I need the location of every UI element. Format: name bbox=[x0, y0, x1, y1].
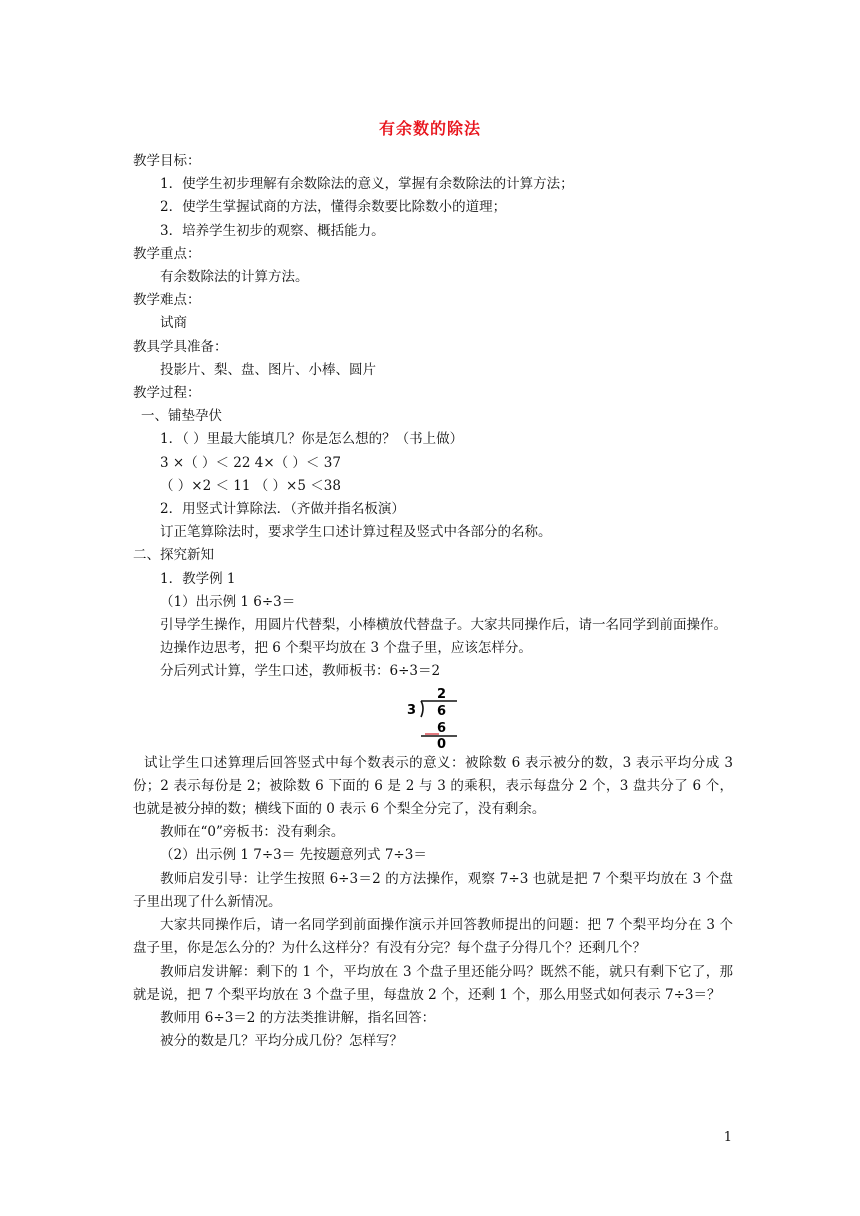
paragraph-operation: 引导学生操作，用圆片代替梨，小棒横放代替盘子。大家共同操作后，请一名同学到前面操作。 bbox=[160, 617, 727, 634]
tools-heading: 教具学具准备： bbox=[133, 338, 228, 355]
remainder-digit: 0 bbox=[437, 736, 447, 750]
paragraph-demo: 大家共同操作后，请一名同学到前面操作演示并回答教师提出的问题：把 7 个梨平均分在 3 个盘子里，你是怎么分的？为什么这样分？有没有分完？每个盘子分得几个？还剩几个？ bbox=[133, 917, 733, 957]
part1-heading: 一、铺垫孕伏 bbox=[141, 408, 222, 425]
tools-text: 投影片、梨、盘、图片、小棒、圆片 bbox=[160, 361, 376, 378]
key-point-heading: 教学重点： bbox=[133, 245, 201, 262]
difficulty-text: 试商 bbox=[160, 315, 187, 332]
example-1: （1）出示例 1 6÷3＝ bbox=[160, 593, 296, 610]
paragraph-explain: 试让学生口述算理后回答竖式中每个数表示的意义：被除数 6 表示被分的数，3 表示平均分成 3 份；2 表示每份是 2；被除数 6 下面的 6 是 2 与 3 的乘积，表示每盘分 2 个，3 盘共分了 6 个，也就是被分掉的数；横线下面的 0 表示 6 个梨全分完了，没有剩余。 bbox=[133, 754, 733, 818]
paragraph-blackboard: 分后列式计算，学生口述，教师板书：6÷3＝2 bbox=[160, 663, 441, 680]
process-heading: 教学过程： bbox=[133, 385, 201, 402]
goal-item-3: 3．培养学生初步的观察、概括能力。 bbox=[160, 222, 385, 239]
quotient-digit: 2 bbox=[437, 686, 447, 702]
part1-note: 订正笔算除法时，要求学生口述计算过程及竖式中各部分的名称。 bbox=[160, 524, 552, 541]
product-digit: 6 bbox=[437, 720, 447, 736]
part1-question-1: 1．（ ）里最大能填几？你是怎么想的？（书上做） bbox=[160, 431, 464, 448]
dividend-digit: 6 bbox=[437, 703, 447, 719]
long-division-figure bbox=[133, 686, 733, 750]
division-bracket bbox=[421, 701, 423, 717]
part1-equation-2: （ ）×2 ＜ 11 （ ）×5 ＜38 bbox=[160, 477, 341, 494]
page-number: 1 bbox=[723, 1130, 732, 1145]
long-division-diagram bbox=[399, 686, 469, 750]
page-title: 有余数的除法 bbox=[378, 119, 481, 138]
paragraph-question: 被分的数是几？平均分成几份？怎样写？ bbox=[160, 1033, 403, 1050]
goal-item-1: 1．使学生初步理解有余数除法的意义，掌握有余数除法的计算方法； bbox=[160, 176, 574, 193]
document-body bbox=[133, 150, 733, 1053]
paragraph-guide: 教师启发引导：让学生按照 6÷3＝2 的方法操作，观察 7÷3 也就是把 7 个梨平均放在 3 个盘子里出现了什么新情况。 bbox=[133, 870, 733, 910]
part1-equation-1: 3 ×（ ）＜ 22 4×（ ）＜ 37 bbox=[160, 454, 341, 471]
goal-heading: 教学目标： bbox=[133, 153, 201, 169]
paragraph-think: 边操作边思考，把 6 个梨平均放在 3 个盘子里，应该怎样分。 bbox=[160, 640, 532, 657]
paragraph-analogy: 教师用 6÷3＝2 的方法类推讲解，指名回答： bbox=[160, 1009, 436, 1026]
part2-sub-heading-1: 1．教学例 1 bbox=[160, 570, 236, 587]
goal-item-2: 2．使学生掌握试商的方法，懂得余数要比除数小的道理； bbox=[160, 199, 507, 216]
divisor-digit: 3 bbox=[407, 702, 417, 718]
key-point-text: 有余数除法的计算方法。 bbox=[160, 269, 309, 286]
difficulty-heading: 教学难点： bbox=[133, 292, 201, 309]
paragraph-lecture: 教师启发讲解：剩下的 1 个，平均放在 3 个盘子里还能分吗？既然不能，就只有剩下它了，那就是说，把 7 个梨平均放在 3 个盘子里，每盘放 2 个，还剩 1 个，那么用竖式如何表示 7÷3＝？ bbox=[133, 963, 733, 1003]
example-2: （2）出示例 1 7÷3＝ 先按题意列式 7÷3＝ bbox=[160, 847, 427, 864]
part1-question-2: 2．用竖式计算除法．（齐做并指名板演） bbox=[160, 501, 405, 518]
paragraph-no-remainder: 教师在“0”旁板书：没有剩余。 bbox=[160, 824, 345, 841]
part2-heading: 二、探究新知 bbox=[133, 547, 214, 564]
